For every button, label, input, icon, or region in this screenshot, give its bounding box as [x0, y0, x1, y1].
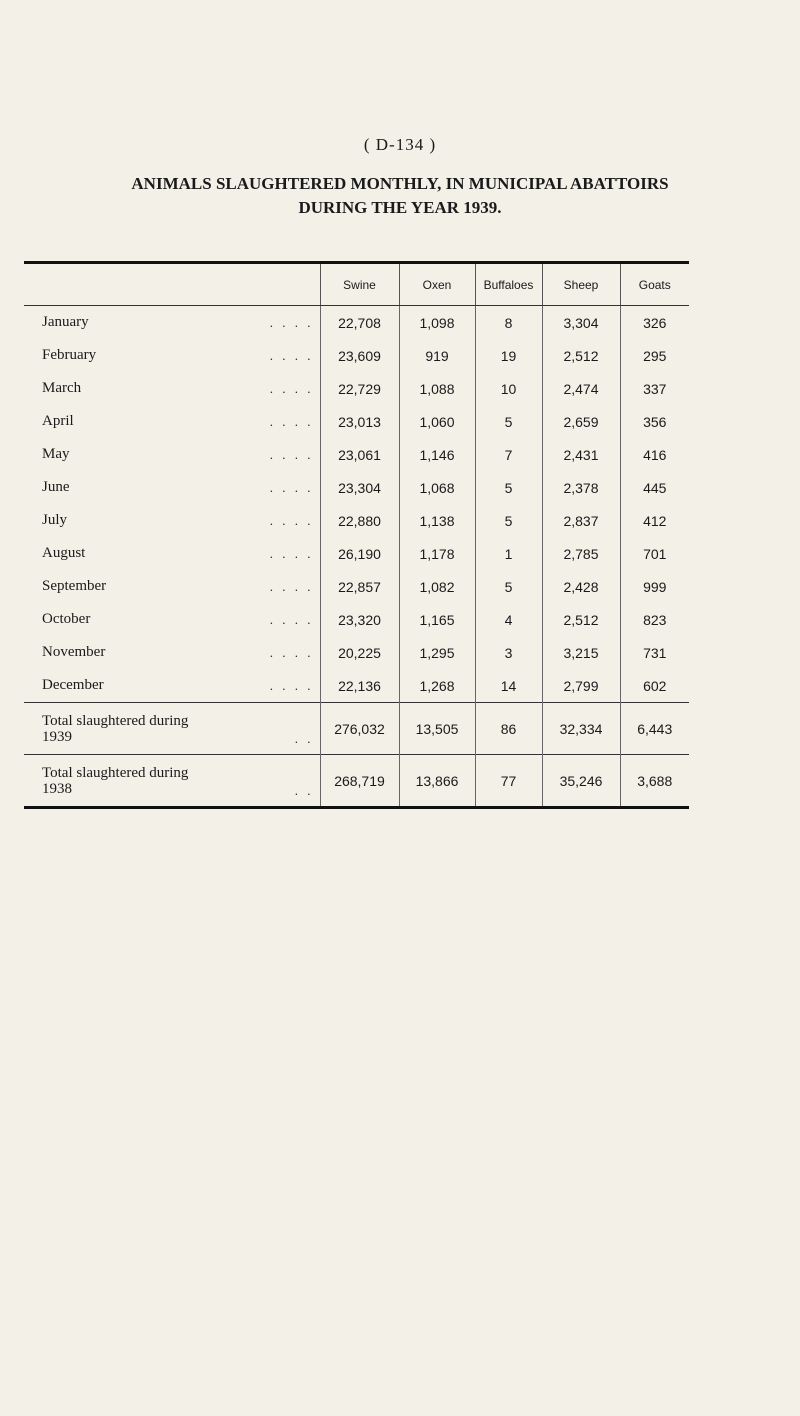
- cell-buffaloes: 19: [475, 339, 542, 372]
- cell-sheep: 2,837: [542, 504, 620, 537]
- row-label-text: March: [42, 380, 82, 396]
- total-label: [24, 755, 320, 808]
- cell-oxen: 1,098: [399, 306, 475, 340]
- cell-sheep: 3,215: [542, 636, 620, 669]
- cell-oxen: 1,082: [399, 570, 475, 603]
- cell-oxen: 1,295: [399, 636, 475, 669]
- header-sheep: Sheep: [542, 263, 620, 306]
- cell-buffaloes: 8: [475, 306, 542, 340]
- cell-buffaloes: 5: [475, 504, 542, 537]
- row-label: [24, 306, 320, 340]
- total-label-line-1: Total slaughtered during: [42, 712, 189, 729]
- cell-goats: 326: [620, 306, 689, 340]
- table-row: [24, 636, 689, 669]
- total-cell-goats: 6,443: [620, 703, 689, 755]
- cell-swine: 23,013: [320, 405, 399, 438]
- cell-oxen: 919: [399, 339, 475, 372]
- cell-sheep: 3,304: [542, 306, 620, 340]
- leader-dots: . . . .: [269, 545, 314, 561]
- row-label-text: January: [42, 314, 89, 330]
- row-label: [24, 504, 320, 537]
- table-row: [24, 570, 689, 603]
- cell-swine: 23,320: [320, 603, 399, 636]
- table-row: [24, 537, 689, 570]
- slaughter-table: [24, 261, 689, 809]
- cell-swine: 23,609: [320, 339, 399, 372]
- row-label: [24, 438, 320, 471]
- leader-dots: . . . .: [269, 413, 314, 429]
- row-label-text: June: [42, 479, 70, 495]
- header-swine: Swine: [320, 263, 399, 306]
- header-blank: [24, 263, 320, 306]
- total-row: [24, 755, 689, 808]
- cell-oxen: 1,178: [399, 537, 475, 570]
- cell-buffaloes: 3: [475, 636, 542, 669]
- cell-goats: 445: [620, 471, 689, 504]
- table-row: [24, 603, 689, 636]
- cell-swine: 22,880: [320, 504, 399, 537]
- row-label: [24, 537, 320, 570]
- row-label-text: April: [42, 413, 74, 429]
- cell-buffaloes: 4: [475, 603, 542, 636]
- cell-goats: 337: [620, 372, 689, 405]
- cell-swine: 22,729: [320, 372, 399, 405]
- cell-swine: 22,708: [320, 306, 399, 340]
- leader-dots: . . . .: [269, 644, 314, 660]
- leader-dots: . . . .: [269, 347, 314, 363]
- leader-dots: . . . .: [269, 314, 314, 330]
- leader-dots: . . . .: [269, 479, 314, 495]
- table-row: [24, 372, 689, 405]
- header-goats: Goats: [620, 263, 689, 306]
- leader-dots: . . . .: [269, 677, 314, 693]
- row-label-text: July: [42, 512, 68, 528]
- cell-sheep: 2,512: [542, 603, 620, 636]
- total-cell-oxen: 13,866: [399, 755, 475, 808]
- row-label: [24, 405, 320, 438]
- table-row: [24, 471, 689, 504]
- cell-sheep: 2,512: [542, 339, 620, 372]
- cell-goats: 731: [620, 636, 689, 669]
- cell-sheep: 2,785: [542, 537, 620, 570]
- table-row: [24, 339, 689, 372]
- cell-buffaloes: 10: [475, 372, 542, 405]
- cell-sheep: 2,378: [542, 471, 620, 504]
- row-label: [24, 339, 320, 372]
- leader-dots: . . . .: [269, 578, 314, 594]
- table-row: [24, 504, 689, 537]
- cell-goats: 416: [620, 438, 689, 471]
- title-line-2: DURING THE YEAR 1939.: [298, 198, 502, 217]
- total-label-line-1: Total slaughtered during: [42, 764, 189, 781]
- leader-dots: . . . .: [269, 611, 314, 627]
- cell-oxen: 1,088: [399, 372, 475, 405]
- total-label-line-2: 1939: [42, 728, 72, 745]
- cell-oxen: 1,138: [399, 504, 475, 537]
- cell-goats: 295: [620, 339, 689, 372]
- table-row: [24, 669, 689, 703]
- cell-buffaloes: 5: [475, 471, 542, 504]
- leader-dots: . .: [294, 782, 314, 798]
- cell-swine: 23,304: [320, 471, 399, 504]
- cell-swine: 23,061: [320, 438, 399, 471]
- header-buffaloes: Buffaloes: [475, 263, 542, 306]
- row-label: [24, 570, 320, 603]
- cell-swine: 20,225: [320, 636, 399, 669]
- total-label-line-2: 1938: [42, 780, 72, 797]
- row-label-text: October: [42, 611, 91, 627]
- page-number: ( D-134 ): [363, 135, 437, 154]
- title-line-1: ANIMALS SLAUGHTERED MONTHLY, IN MUNICIPAL ABATTOIRS: [131, 174, 669, 193]
- total-cell-buffaloes: 86: [475, 703, 542, 755]
- total-cell-goats: 3,688: [620, 755, 689, 808]
- table-row: [24, 306, 689, 340]
- cell-oxen: 1,068: [399, 471, 475, 504]
- total-label: [24, 703, 320, 755]
- header-oxen: Oxen: [399, 263, 475, 306]
- cell-sheep: 2,474: [542, 372, 620, 405]
- leader-dots: . .: [294, 730, 314, 746]
- row-label: [24, 471, 320, 504]
- cell-goats: 602: [620, 669, 689, 703]
- row-label-text: December: [42, 677, 104, 693]
- cell-oxen: 1,060: [399, 405, 475, 438]
- row-label: [24, 636, 320, 669]
- cell-oxen: 1,165: [399, 603, 475, 636]
- leader-dots: . . . .: [269, 512, 314, 528]
- table-row: [24, 438, 689, 471]
- cell-goats: 412: [620, 504, 689, 537]
- total-cell-buffaloes: 77: [475, 755, 542, 808]
- cell-buffaloes: 5: [475, 570, 542, 603]
- row-label-text: February: [42, 347, 97, 363]
- cell-sheep: 2,431: [542, 438, 620, 471]
- row-label-text: August: [42, 545, 86, 561]
- cell-buffaloes: 14: [475, 669, 542, 703]
- cell-swine: 22,136: [320, 669, 399, 703]
- total-cell-sheep: 32,334: [542, 703, 620, 755]
- cell-swine: 26,190: [320, 537, 399, 570]
- cell-sheep: 2,799: [542, 669, 620, 703]
- total-cell-sheep: 35,246: [542, 755, 620, 808]
- cell-sheep: 2,659: [542, 405, 620, 438]
- table-header-row: [24, 263, 689, 306]
- total-cell-swine: 276,032: [320, 703, 399, 755]
- cell-oxen: 1,146: [399, 438, 475, 471]
- cell-goats: 823: [620, 603, 689, 636]
- row-label-text: September: [42, 578, 107, 594]
- cell-buffaloes: 5: [475, 405, 542, 438]
- page-title: [0, 172, 800, 220]
- row-label-text: November: [42, 644, 106, 660]
- cell-buffaloes: 7: [475, 438, 542, 471]
- total-row: [24, 703, 689, 755]
- cell-goats: 999: [620, 570, 689, 603]
- total-cell-swine: 268,719: [320, 755, 399, 808]
- row-label: [24, 669, 320, 703]
- leader-dots: . . . .: [269, 446, 314, 462]
- row-label-text: May: [42, 446, 70, 462]
- row-label: [24, 372, 320, 405]
- cell-swine: 22,857: [320, 570, 399, 603]
- row-label: [24, 603, 320, 636]
- cell-sheep: 2,428: [542, 570, 620, 603]
- cell-oxen: 1,268: [399, 669, 475, 703]
- cell-goats: 701: [620, 537, 689, 570]
- table-row: [24, 405, 689, 438]
- cell-buffaloes: 1: [475, 537, 542, 570]
- total-cell-oxen: 13,505: [399, 703, 475, 755]
- leader-dots: . . . .: [269, 380, 314, 396]
- cell-goats: 356: [620, 405, 689, 438]
